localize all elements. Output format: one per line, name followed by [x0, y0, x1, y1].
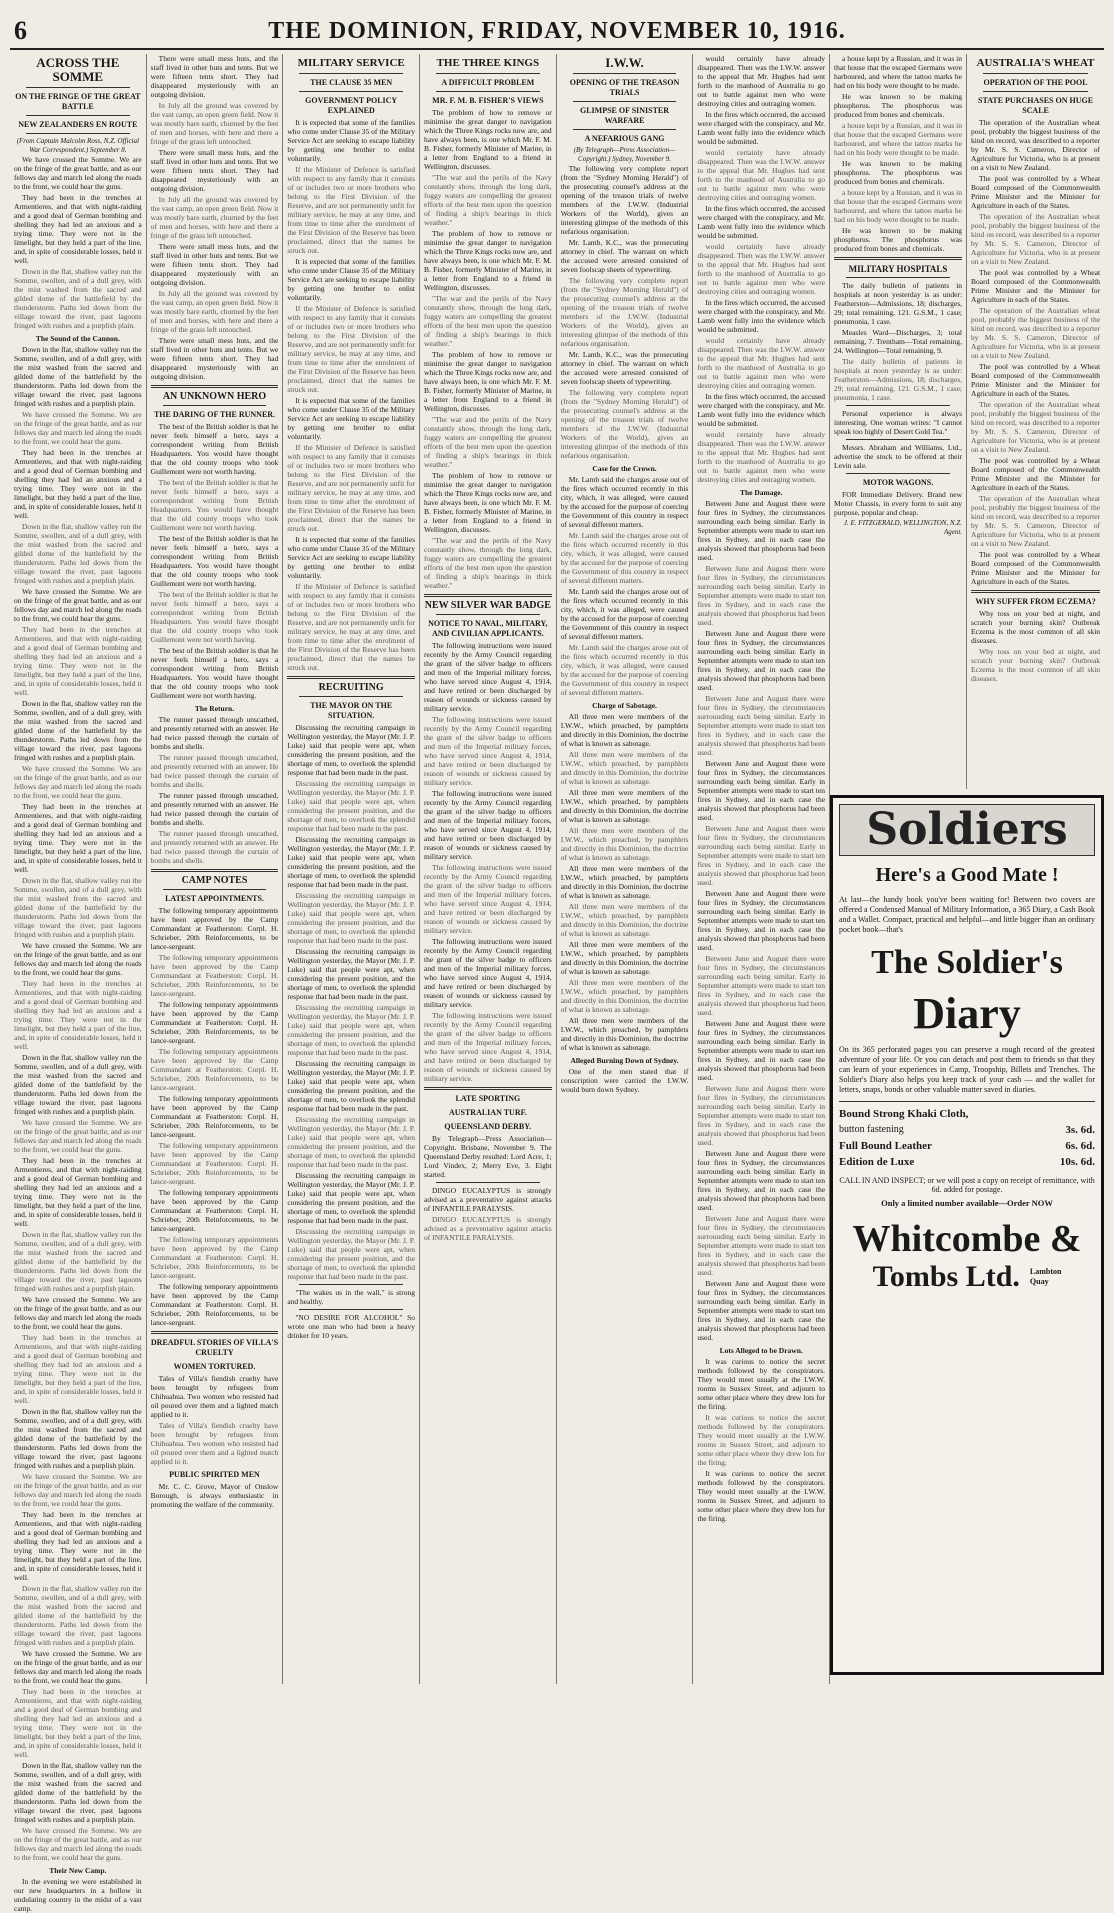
article-paragraph: All three men were members of the I.W.W., which preached, by pamphlets and directly in this Dominion, the doctrine of what is known as sabotage.: [560, 788, 689, 824]
article-paragraph: We have crossed the Somme. We are on the fringe of the great battle, and as our fellows day and march led along the roads to the front, we could hear the guns.: [14, 1472, 142, 1508]
article-paragraph: Messrs. Abraham and Williams, Ltd., advertise the stock to be offered at their Levin sale.: [834, 443, 963, 470]
ad-address-line: Lambton: [1029, 1267, 1062, 1276]
article-paragraph: We have crossed the Somme. We are on the fringe of the great battle, and as our fellows day and march led along the roads to the front, we could hear the guns.: [14, 1295, 142, 1331]
article-paragraph: a house kept by a Russian, and it was in that house that the escaped Germans were harboured, and where the tattoo marks he had on his body were thought to be made.: [834, 188, 963, 224]
ad-price-row: [839, 1156, 1095, 1168]
article-paragraph: Mr. C. C. Grove, Mayor of Onslow Borough, is always enthusiastic in promoting the welfare of the community.: [150, 1482, 279, 1509]
article-headline-camp-notes: CAMP NOTES: [181, 875, 248, 886]
column-1: [10, 54, 147, 1913]
article-paragraph: Down in the flat, shallow valley run the Somme, swollen, and of a dull grey, with the mist washed from the sacred and gilded dome of the battlefield by the thunderstorm. Paths led down from the village toward the river, past lagoons fringed with rushes and a purplish plain.: [14, 345, 142, 408]
divider: [26, 87, 130, 88]
article-paragraph: Between June and August there were four fires in Sydney, the circumstances surrounding each being similar. Early in September attempts were made to start ten fires in Sydney, and in each case the analysis showed that phosphorus had been used.: [697, 629, 826, 692]
article-subhead: A NEFARIOUS GANG: [584, 134, 665, 143]
article-paragraph: By Telegraph—Press Association—Copyright. Brisbane, November 9. The Queensland Derby resulted: Lord Acre, 1; Lord Vindex, 2; Merry Eve, 3. Eight started.: [424, 1134, 552, 1179]
article-paragraph: Down in the flat, shallow valley run the Somme, swollen, and of a dull grey, with the mist washed from the sacred and gilded dome of the battlefield by the thunderstorm. Paths led down from the village toward the river, past lagoons fringed with rushes and a purplish plain.: [14, 1584, 142, 1647]
ad-price-row: [839, 1124, 1095, 1136]
article-paragraph: There were small mess huts, and the staff lived in other huts and tents. But we were fifteen tents short. They had disappeared mysteriously with an outgoing division.: [150, 336, 279, 381]
article-headline-australias-wheat: AUSTRALIA'S WHEAT: [976, 57, 1095, 69]
article-paragraph: The following instructions were issued recently by the Army Council regarding the grant of the silver badge to officers and men of the Imperial military forces, who have served since August 4, 1914, and have retired or been discharged by reason of wounds or sickness caused by military service.: [424, 1011, 552, 1083]
article-paragraph: Between June and August there were four fires in Sydney, the circumstances surrounding each being similar. Early in September attempts were made to start ten fires in Sydney, and in each case the analysis showed that phosphorus had been used.: [697, 1084, 826, 1147]
article-paragraph: "The war and the perils of the Navy constantly show, through the long dark, foggy waters are compelling the greatest efforts of the best men upon the question of finding a ship's bearings in thick weather.": [424, 173, 552, 227]
divider: [424, 594, 552, 597]
article-paragraph: Down in the flat, shallow valley run the Somme, swollen, and of a dull grey, with the mist washed from the sacred and gilded dome of the battlefield by the thunderstorm. Paths led down from the village toward the river, past lagoons fringed with rushes and a purplish plain.: [14, 1230, 142, 1293]
divider: [834, 257, 962, 260]
column-8: [967, 54, 1104, 789]
article-subhead: GLIMPSE OF SINISTER WARFARE: [579, 106, 670, 125]
article-paragraph: We have crossed the Somme. We are on the fringe of the great battle, and as our fellows day and march led along the roads to the front, we could hear the guns.: [14, 410, 142, 446]
article-paragraph: They had been in the trenches at Armentieres, and that with night-raiding and a good deal of German bombing and shelling they had led an anxious and a trying time. They were not in the limelight, but they held a part of the line, and, in spite of considerable losses, held it well.: [14, 1333, 142, 1405]
article-paragraph: a house kept by a Russian, and it was in that house that the escaped Germans were harboured, and where the tattoo marks he had on his body were thought to be made.: [834, 121, 963, 157]
divider: [983, 91, 1088, 92]
article-paragraph: He was known to be making phosphorus. The phosphorus was produced from bones and chemicals.: [834, 159, 963, 186]
divider: [163, 405, 267, 406]
section-subhead: The Damage.: [739, 488, 783, 497]
article-paragraph: Between June and August there were four fires in Sydney, the circumstances surrounding each being similar. Early in September attempts were made to start ten fires in Sydney, and in each case the analysis showed that phosphorus had been used.: [697, 1279, 826, 1342]
page-number: 6: [14, 16, 27, 45]
article-paragraph: The following temporary appointments have been approved by the Camp Commandant at Featherston: Corpl. H. Schrieber, 20th Reinforcements, to be lance-sergeant.: [150, 1235, 279, 1280]
article-paragraph: In July all the ground was covered by the vast camp, an open green field. Now it was mostly bare earth, churned by the feet of men and horses, with here and there a fringe of the grass left untouched.: [150, 289, 279, 334]
divider: [26, 133, 130, 134]
divider: [299, 696, 403, 697]
article-paragraph: The operation of the Australian wheat pool, probably the biggest business of the kind on record, was described to a reporter by Mr. S. S. Cameron, Director of Agriculture for Victoria, who is at present on a visit to New Zealand.: [971, 494, 1101, 548]
article-headline-military-hospitals: MILITARY HOSPITALS: [848, 264, 948, 274]
article-paragraph: In the fires which occurred, the accused were charged with the conspiracy, and Mr. Lamb went fully into the evidence which would be submitted.: [697, 204, 826, 240]
article-paragraph: The best of the British soldier is that he never feels himself a hero, says a correspondent writing from British Headquarters. You would have thought that the old county troops who took Guillemont were not worth having.: [150, 590, 279, 644]
article-paragraph: Mr. Lamb, K.C., was the prosecuting attorney in chief. The warrant on which the accused were arrested consisted of seven foolscap sheets of typewriting.: [560, 238, 689, 274]
column-4: [420, 54, 557, 1684]
article-paragraph: Down in the flat, shallow valley run the Somme, swollen, and of a dull grey, with the mist washed from the sacred and gilded dome of the battlefield by the thunderstorm. Paths led down from the village toward the river, past lagoons fringed with rushes and a purplish plain.: [14, 699, 142, 762]
masthead-title: THE DOMINION, FRIDAY, NOVEMBER 10, 1916.: [268, 18, 846, 44]
article-paragraph: would certainly have already disappeared. Then was the I.W.W. answer to the appeal that Mr. Hughes had sent forth to the manhood of Australia to go out to battle against men who were destroying cities and outraging women.: [697, 336, 826, 390]
article-subhead: A DIFFICULT PROBLEM: [441, 78, 535, 87]
article-paragraph: In the fires which occurred, the accused were charged with the conspiracy, and Mr. Lamb went fully into the evidence which would be submitted.: [697, 298, 826, 334]
article-paragraph: Between June and August there were four fires in Sydney, the circumstances surrounding each being similar. Early in September attempts were made to start ten fires in Sydney, and in each case the analysis showed that phosphorus had been used.: [697, 824, 826, 887]
article-paragraph: would certainly have already disappeared. Then was the I.W.W. answer to the appeal that Mr. Hughes had sent forth to the manhood of Australia to go out to battle against men who were destroying cities and outraging women.: [697, 54, 826, 108]
article-paragraph: They had been in the trenches at Armentieres, and that with night-raiding and a good deal of German bombing and shelling they had led an anxious and a trying time. They were not in the limelight, but they held a part of the line, and, in spite of considerable losses, held it well.: [14, 979, 142, 1051]
divider: [846, 277, 950, 278]
article-paragraph: The daily bulletin of patients in hospitals at noon yesterday is as under: Featherston—Admissions, 18; discharges, 29; total remaining, 121. G.S.M., 1 case; pneumonia, 1 case.: [834, 281, 963, 326]
article-subhead: THE DARING OF THE RUNNER.: [153, 410, 276, 419]
divider: [151, 385, 279, 388]
article-subhead: THE CLAUSE 35 MEN: [310, 78, 393, 87]
divider: [287, 676, 415, 679]
advertisement-paragraph: Personal experience is always interesting. One woman writes: "I cannot speak too highly of Desert Gold Tea.": [834, 409, 963, 436]
ad-tagline: Here's a Good Mate !: [875, 864, 1059, 886]
article-paragraph: Between June and August there were four fires in Sydney, the circumstances surrounding each being similar. Early in September attempts were made to start ten fires in Sydney, and in each case the analysis showed that phosphorus had been used.: [697, 954, 826, 1017]
article-paragraph: Mr. Lamb said the charges arose out of the fires which occurred recently in this city, which, it was alleged, were caused by the accused for the purpose of coercing the Government of this country in respect of several different matters.: [560, 531, 689, 585]
article-paragraph: The following temporary appointments have been approved by the Camp Commandant at Featherston: Corpl. H. Schrieber, 20th Reinforcements, to be lance-sergeant.: [150, 1141, 279, 1186]
divider: [436, 73, 540, 74]
article-paragraph: The following temporary appointments have been approved by the Camp Commandant at Featherston: Corpl. H. Schrieber, 20th Reinforcements, to be lance-sergeant.: [150, 1047, 279, 1092]
article-subhead: AUSTRALIAN TURF.: [448, 1108, 527, 1117]
column-6: [693, 54, 830, 1684]
article-paragraph: Down in the flat, shallow valley run the Somme, swollen, and of a dull grey, with the mist washed from the sacred and gilded dome of the battlefield by the thunderstorm. Paths led down from the village toward the river, past lagoons fringed with rushes and a purplish plain.: [14, 522, 142, 585]
article-paragraph: The following instructions were issued recently by the Army Council regarding the grant of the silver badge to officers and men of the Imperial military forces, who have served since August 4, 1914, and have retired or been discharged by reason of wounds or sickness caused by military service.: [424, 715, 552, 787]
ad-option-label: Edition de Luxe: [839, 1156, 915, 1168]
article-paragraph: The operation of the Australian wheat pool, probably the biggest business of the kind on record, was described to a reporter by Mr. S. S. Cameron, Director of Agriculture for Victoria, who is at present on a visit to New Zealand.: [971, 306, 1101, 360]
divider: [573, 73, 677, 74]
article-paragraph: The best of the British soldier is that he never feels himself a hero, says a correspondent writing from British Headquarters. You would have thought that the old county troops who took Guillemont were not worth having.: [150, 478, 279, 532]
article-paragraph: The runner passed through unscathed, and presently returned with an answer. He had twice passed through the curtain of bombs and shells.: [150, 791, 279, 827]
article-paragraph: The following instructions were issued recently by the Army Council regarding the grant of the silver badge to officers and men of the Imperial military forces, who have served since August 4, 1914, and have retired or been discharged by reason of wounds or sickness caused by military service.: [424, 863, 552, 935]
article-subhead: NEW ZEALANDERS EN ROUTE: [18, 120, 138, 129]
divider: [846, 405, 950, 406]
divider: [299, 1309, 403, 1310]
article-subhead: OPERATION OF THE POOL: [983, 78, 1088, 87]
divider: [846, 439, 950, 440]
article-headline-military-service: MILITARY SERVICE: [297, 57, 405, 69]
article-paragraph: Discussing the recruiting campaign in Wellington yesterday, the Mayor (Mr. J. P. Luke) said that people were apt, when considering the present position, and the shortage of men, to overlook the splendid response that had been made in the past.: [287, 1115, 416, 1169]
column-7: [830, 54, 967, 789]
article-paragraph: It is expected that some of the families who come under Clause 35 of the Military Service Act are seeking to escape liability by getting one brother to enlist voluntarily.: [287, 257, 416, 302]
article-paragraph: In the fires which occurred, the accused were charged with the conspiracy, and Mr. Lamb went fully into the evidence which would be submitted.: [697, 392, 826, 428]
column-5: [557, 54, 694, 1684]
article-paragraph: Between June and August there were four fires in Sydney, the circumstances surrounding each being similar. Early in September attempts were made to start ten fires in Sydney, and in each case the analysis showed that phosphorus had been used.: [697, 1149, 826, 1212]
divider: [573, 129, 677, 130]
article-paragraph: There were small mess huts, and the staff lived in other huts and tents. But we were fifteen tents short. They had disappeared mysteriously with an outgoing division.: [150, 148, 279, 193]
article-paragraph: Down in the flat, shallow valley run the Somme, swollen, and of a dull grey, with the mist washed from the sacred and gilded dome of the battlefield by the thunderstorm. Paths led down from the village toward the river, past lagoons fringed with rushes and a purplish plain.: [14, 1407, 142, 1470]
article-paragraph: All three men were members of the I.W.W., which preached, by pamphlets and directly in this Dominion, the doctrine of what is known as sabotage.: [560, 902, 689, 938]
article-paragraph: Discussing the recruiting campaign in Wellington yesterday, the Mayor (Mr. J. P. Luke) said that people were apt, when considering the present position, and the shortage of men, to overlook the splendid response that had been made in the past.: [287, 779, 416, 833]
article-headline-silver-badge: NEW SILVER WAR BADGE: [424, 600, 551, 611]
article-paragraph: The daily bulletin of patients in hospitals at noon yesterday is as under: Featherston—Admissions, 18; discharges, 29; total remaining, 121. G.S.M., 1 case; pneumonia, 1 case.: [834, 357, 963, 402]
article-paragraph: a house kept by a Russian, and it was in that house that the escaped Germans were harboured, and where the tattoo marks he had on his body were thought to be made.: [834, 54, 963, 90]
article-paragraph: We have crossed the Somme. We are on the fringe of the great battle, and as our fellows day and march led along the roads to the front, we could hear the guns.: [14, 1118, 142, 1154]
article-paragraph: Down in the flat, shallow valley run the Somme, swollen, and of a dull grey, with the mist washed from the sacred and gilded dome of the battlefield by the thunderstorm. Paths led down from the village toward the river, past lagoons fringed with rushes and a purplish plain.: [14, 1053, 142, 1116]
masthead: [10, 8, 1104, 50]
article-headline-somme: ACROSS THE SOMME: [36, 55, 120, 84]
ad-product-title: The Soldier's: [871, 944, 1063, 981]
article-paragraph: They had been in the trenches at Armentieres, and that with night-raiding and a good deal of German bombing and shelling they had led an anxious and a trying time. They were not in the limelight, but they held a part of the line, and, in spite of considerable losses, held it well.: [14, 1687, 142, 1759]
article-headline-iww: I.W.W.: [605, 55, 644, 70]
ad-option-sub: button fastening: [839, 1124, 904, 1135]
article-paragraph: The operation of the Australian wheat pool, probably the biggest business of the kind on record, was described to a reporter by Mr. S. S. Cameron, Director of Agriculture for Victoria, who is at present on a visit to New Zealand.: [971, 400, 1101, 454]
divider: [299, 91, 403, 92]
article-paragraph: The pool was controlled by a Wheat Board composed of the Commonwealth Prime Minister and the Minister for Agriculture in each of the States.: [971, 174, 1101, 210]
article-paragraph: Down in the flat, shallow valley run the Somme, swollen, and of a dull grey, with the mist washed from the sacred and gilded dome of the battlefield by the thunderstorm. Paths led down from the village toward the river, past lagoons fringed with rushes and a purplish plain.: [14, 267, 142, 330]
article-paragraph: The best of the British soldier is that he never feels himself a hero, says a correspondent writing from British Headquarters. You would have thought that the old county troops who took Guillemont were not worth having.: [150, 422, 279, 476]
article-paragraph: All three men were members of the I.W.W., which preached, by pamphlets and directly in this Dominion, the doctrine of what is known as sabotage.: [560, 712, 689, 748]
article-paragraph: The following temporary appointments have been approved by the Camp Commandant at Featherston: Corpl. H. Schrieber, 20th Reinforcements, to be lance-sergeant.: [150, 1094, 279, 1139]
ad-headline: Soldiers: [839, 804, 1095, 856]
article-paragraph: There were small mess huts, and the staff lived in other huts and tents. But we were fifteen tents short. They had disappeared mysteriously with an outgoing division.: [150, 242, 279, 287]
article-paragraph: Mr. Lamb, K.C., was the prosecuting attorney in chief. The warrant on which the accused were arrested consisted of seven foolscap sheets of typewriting.: [560, 350, 689, 386]
section-subhead: Alleged Burning Down of Sydney.: [570, 1056, 679, 1065]
article-subhead: STATE PURCHASES ON HUGE SCALE: [978, 96, 1094, 115]
article-paragraph: There were small mess huts, and the staff lived in other huts and tents. But we were fifteen tents short. They had disappeared mysteriously with an outgoing division.: [150, 54, 279, 99]
section-subhead: The Sound of the Cannon.: [35, 334, 120, 343]
article-paragraph: Discussing the recruiting campaign in Wellington yesterday, the Mayor (Mr. J. P. Luke) said that people were apt, when considering the present position, and the shortage of men, to overlook the splendid response that had been made in the past.: [287, 947, 416, 1001]
article-paragraph: The problem of how to remove or minimise the great danger to navigation which the Three Kings rocks now are, and have always been, is one which Mr. F. M. B. Fisher, formerly Minister of Marine, in a letter from England to a friend in Wellington, discusses.: [424, 229, 552, 292]
divider: [573, 101, 677, 102]
article-headline-recruiting: RECRUITING: [318, 682, 384, 693]
article-subhead: ON THE FRINGE OF THE GREAT BATTLE: [15, 92, 141, 111]
article-paragraph: Discussing the recruiting campaign in Wellington yesterday, the Mayor (Mr. J. P. Luke) said that people were apt, when considering the present position, and the shortage of men, to overlook the splendid response that had been made in the past.: [287, 1171, 416, 1225]
article-paragraph: We have crossed the Somme. We are on the fringe of the great battle, and as our fellows day and march led along the roads to the front, we could hear the guns.: [14, 587, 142, 623]
ad-maker-name: Whitcombe &: [852, 1218, 1082, 1260]
right-top: [830, 54, 1104, 789]
article-headline-public-spirited: PUBLIC SPIRITED MEN: [169, 1470, 260, 1479]
article-paragraph: If the Minister of Defence is satisfied with respect to any family that it consists of or includes two or more brothers who belong to the First Division of the Reserve, and are not permanently unfit for military service, he may at any time, and from time to time after the enrolment of the First Division of the Reserve has been proclaimed, direct that the names be struck out.: [287, 582, 416, 672]
advertisement-paragraph: "The wakes us in the wall," is strong and healthy.: [287, 1288, 416, 1306]
article-paragraph: They had been in the trenches at Armentieres, and that with night-raiding and a good deal of German bombing and shelling they had led an anxious and a trying time. They were not in the limelight, but they held a part of the line, and, in spite of considerable losses, held it well.: [14, 802, 142, 874]
article-paragraph: The following very complete report (from the "Sydney Morning Herald") of the prosecuting counsel's address at the opening of the treason trials of twelve members of the I.W.W. (Industrial Workers of the World), gives an interesting glimpse of the methods of this nefarious organisation.: [560, 276, 689, 348]
article-paragraph: The pool was controlled by a Wheat Board composed of the Commonwealth Prime Minister and the Minister for Agriculture in each of the States.: [971, 268, 1101, 304]
advertisement-paragraph: Why toss on your bed at night, and scratch your burning skin? Outbreak Eczema is the most common of all skin diseases.: [971, 609, 1101, 645]
ad-limited-notice: Only a limited number available—Order NOW: [881, 1198, 1053, 1208]
article-headline-three-kings: THE THREE KINGS: [436, 57, 540, 69]
article-paragraph: Between June and August there were four fires in Sydney, the circumstances surrounding each being similar. Early in September attempts were made to start ten fires in Sydney, and in each case the analysis showed that phosphorus had been used.: [697, 694, 826, 757]
article-paragraph: The following very complete report (from the "Sydney Morning Herald") of the prosecuting counsel's address at the opening of the treason trials of twelve members of the I.W.W. (Industrial Workers of the World), gives an interesting glimpse of the methods of this nefarious organisation.: [560, 164, 689, 236]
article-paragraph: The pool was controlled by a Wheat Board composed of the Commonwealth Prime Minister and the Minister for Agriculture in each of the States.: [971, 550, 1101, 586]
article-paragraph: They had been in the trenches at Armentieres, and that with night-raiding and a good deal of German bombing and shelling they had led an anxious and a trying time. They were not in the limelight, but they held a part of the line, and, in spite of considerable losses, held it well.: [14, 625, 142, 697]
article-subhead: GOVERNMENT POLICY EXPLAINED: [305, 96, 398, 115]
ad-option-label: Full Bound Leather: [839, 1140, 932, 1152]
article-paragraph: The following temporary appointments have been approved by the Camp Commandant at Featherston: Corpl. H. Schrieber, 20th Reinforcements, to be lance-sergeant.: [150, 1000, 279, 1045]
article-paragraph: It was curious to notice the secret methods followed by the conspirators. They would meet usually at the I.W.W. rooms in Sussex Street, and adjourn to some other place where they drew lots for the firing.: [697, 1469, 826, 1523]
article-paragraph: The runner passed through unscathed, and presently returned with an answer. He had twice passed through the curtain of bombs and shells.: [150, 829, 279, 865]
article-paragraph: Discussing the recruiting campaign in Wellington yesterday, the Mayor (Mr. J. P. Luke) said that people were apt, when considering the present position, and the shortage of men, to overlook the splendid response that had been made in the past.: [287, 835, 416, 889]
article-paragraph: The following temporary appointments have been approved by the Camp Commandant at Featherston: Corpl. H. Schrieber, 20th Reinforcements, to be lance-sergeant.: [150, 953, 279, 998]
article-subhead: NOTICE TO NAVAL, MILITARY, AND CIVILIAN APPLICANTS.: [428, 619, 548, 638]
article-paragraph: Between June and August there were four fires in Sydney, the circumstances surrounding each being similar. Early in September attempts were made to start ten fires in Sydney, and in each case the analysis showed that phosphorus had been used.: [697, 499, 826, 562]
advertiser-signature: J. E. FITZGERALD, WELLINGTON, N.Z. Agent.: [843, 519, 963, 536]
right-section: [830, 54, 1104, 1684]
article-paragraph: Discussing the recruiting campaign in Wellington yesterday, the Mayor (Mr. J. P. Luke) said that people were apt, when considering the present position, and the shortage of men, to overlook the splendid response that had been made in the past.: [287, 1059, 416, 1113]
divider: [26, 115, 130, 116]
article-paragraph: All three men were members of the I.W.W., which preached, by pamphlets and directly in this Dominion, the doctrine of what is known as sabotage.: [560, 1016, 689, 1052]
article-paragraph: The following very complete report (from the "Sydney Morning Herald") of the prosecuting counsel's address at the opening of the treason trials of twelve members of the I.W.W. (Industrial Workers of the World), gives an interesting glimpse of the methods of this nefarious organisation.: [560, 388, 689, 460]
article-paragraph: In July all the ground was covered by the vast camp, an open green field. Now it was mostly bare earth, churned by the feet of men and horses, with here and there a fringe of the grass left untouched.: [150, 195, 279, 240]
divider: [436, 1182, 540, 1183]
advertisement-paragraph: "NO DESIRE FOR ALCOHOL" So wrote one man who had been a heavy drinker for 10 years.: [287, 1313, 416, 1340]
article-paragraph: Down in the flat, shallow valley run the Somme, swollen, and of a dull grey, with the mist washed from the sacred and gilded dome of the battlefield by the thunderstorm. Paths led down from the village toward the river, past lagoons fringed with rushes and a purplish plain.: [14, 876, 142, 939]
article-paragraph: We have crossed the Somme. We are on the fringe of the great battle, and as our fellows day and march led along the roads to the front, we could hear the guns.: [14, 155, 142, 191]
article-paragraph: Down in the flat, shallow valley run the Somme, swollen, and of a dull grey, with the mist washed from the sacred and gilded dome of the battlefield by the thunderstorm. Paths led down from the village toward the river, past lagoons fringed with rushes and a purplish plain.: [14, 1761, 142, 1824]
divider: [151, 1331, 279, 1334]
advertisement-paragraph: DINGO EUCALYPTUS is strongly advised as a preventative against attacks of INFANTILE PARALYSIS.: [424, 1186, 552, 1213]
divider: [436, 91, 540, 92]
divider: [299, 1284, 403, 1285]
advertisement-headline-eczema: WHY SUFFER FROM ECZEMA?: [975, 597, 1096, 606]
article-paragraph: Mr. Lamb said the charges arose out of the fires which occurred recently in this city, which, it was alleged, were caused by the accused for the purpose of coercing the Government of this country in respect of several different matters.: [560, 475, 689, 529]
article-paragraph: All three men were members of the I.W.W., which preached, by pamphlets and directly in this Dominion, the doctrine of what is known as sabotage.: [560, 978, 689, 1014]
section-subhead: Their New Camp.: [49, 1866, 107, 1875]
article-headline-late-sporting: LATE SPORTING: [455, 1094, 521, 1103]
article-paragraph: All three men were members of the I.W.W., which preached, by pamphlets and directly in this Dominion, the doctrine of what is known as sabotage.: [560, 826, 689, 862]
article-paragraph: In July all the ground was covered by the vast camp, an open green field. Now it was mostly bare earth, churned by the feet of men and horses, with here and there a fringe of the grass left untouched.: [150, 101, 279, 146]
advertisement-paragraph: FOR Immediate Delivery. Brand new Motor Chassis, in every form to suit any purpose, popular and cheap.: [834, 490, 963, 517]
article-paragraph: Discussing the recruiting campaign in Wellington yesterday, the Mayor (Mr. J. P. Luke) said that people were apt, when considering the present position, and the shortage of men, to overlook the splendid response that had been made in the past.: [287, 1003, 416, 1057]
ad-call-to-action: CALL IN AND INSPECT; or we will post a copy on receipt of remittance, with 6d. added for postage.: [839, 1176, 1095, 1194]
divider: [151, 869, 279, 872]
article-paragraph: He was known to be making phosphorus. The phosphorus was produced from bones and chemicals.: [834, 226, 963, 253]
article-paragraph: It is expected that some of the families who come under Clause 35 of the Military Service Act are seeking to escape liability by getting one brother to enlist voluntarily.: [287, 118, 416, 163]
article-paragraph: would certainly have already disappeared. Then was the I.W.W. answer to the appeal that Mr. Hughes had sent forth to the manhood of Australia to go out to battle against men who were destroying cities and outraging women.: [697, 242, 826, 296]
divider: [971, 590, 1100, 593]
article-paragraph: Between June and August there were four fires in Sydney, the circumstances surrounding each being similar. Early in September attempts were made to start ten fires in Sydney, and in each case the analysis showed that phosphorus had been used.: [697, 564, 826, 627]
article-subhead: WOMEN TORTURED.: [173, 1362, 256, 1371]
article-paragraph: The operation of the Australian wheat pool, probably the biggest business of the kind on record, was described to a reporter by Mr. S. S. Cameron, Director of Agriculture for Victoria, who is at present on a visit to New Zealand.: [971, 212, 1101, 266]
article-paragraph: The runner passed through unscathed, and presently returned with an answer. He had twice passed through the curtain of bombs and shells.: [150, 753, 279, 789]
divider: [299, 73, 403, 74]
article-paragraph: They had been in the trenches at Armentieres, and that with night-raiding and a good deal of German bombing and shelling they had led an anxious and a trying time. They were not in the limelight, but they held a part of the line, and, in spite of considerable losses, held it well.: [14, 448, 142, 520]
article-headline-unknown-hero: AN UNKNOWN HERO: [162, 391, 267, 402]
article-paragraph: "The war and the perils of the Navy constantly show, through the long dark, foggy waters are compelling the greatest efforts of the best men upon the question of finding a ship's bearings in thick weather.": [424, 536, 552, 590]
byline: (From Captain Malcolm Ross, N.Z. Official War Correspondent.) September 8.: [16, 137, 139, 154]
article-paragraph: The best of the British soldier is that he never feels himself a hero, says a correspondent writing from British Headquarters. You would have thought that the old county troops who took Guillemont were not worth having.: [150, 646, 279, 700]
article-paragraph: Tales of Villa's fiendish cruelty have been brought by refugees from Chihuahua. Two women who resisted had oil poured over them and a lighted match applied to it.: [150, 1374, 279, 1419]
ad-option-price: 3s. 6d.: [1065, 1124, 1096, 1136]
divider: [839, 1101, 1095, 1102]
ad-option-price: 6s. 6d.: [1065, 1140, 1096, 1152]
article-paragraph: The following instructions were issued recently by the Army Council regarding the grant of the silver badge to officers and men of the Imperial military forces, who have served since August 4, 1914, and have retired or been discharged by reason of wounds or sickness caused by military service.: [424, 789, 552, 861]
advertisement-paragraph: Why toss on your bed at night, and scratch your burning skin? Outbreak Eczema is the most common of all skin diseases.: [971, 647, 1101, 683]
ad-price-row: [839, 1140, 1095, 1152]
section-subhead: Charge of Sabotage.: [592, 701, 657, 710]
article-paragraph: The following instructions were issued recently by the Army Council regarding the grant of the silver badge to officers and men of the Imperial military forces, who have served since August 4, 1914, and have retired or been discharged by reason of wounds or sickness caused by military service.: [424, 641, 552, 713]
article-subhead: QUEENSLAND DERBY.: [444, 1122, 532, 1131]
ad-address-line: Quay: [1029, 1277, 1049, 1286]
article-paragraph: The runner passed through unscathed, and presently returned with an answer. He had twice passed through the curtain of bombs and shells.: [150, 715, 279, 751]
article-paragraph: Tales of Villa's fiendish cruelty have been brought by refugees from Chihuahua. Two women who resisted had oil poured over them and a lighted match applied to it.: [150, 1421, 279, 1466]
article-paragraph: The following instructions were issued recently by the Army Council regarding the grant of the silver badge to officers and men of the Imperial military forces, who have served since August 4, 1914, and have retired or been discharged by reason of wounds or sickness caused by military service.: [424, 937, 552, 1009]
article-paragraph: All three men were members of the I.W.W., which preached, by pamphlets and directly in this Dominion, the doctrine of what is known as sabotage.: [560, 940, 689, 976]
divider: [436, 614, 540, 615]
article-paragraph: If the Minister of Defence is satisfied with respect to any family that it consists of or includes two or more brothers who belong to the First Division of the Reserve, and are not permanently unfit for military service, he may at any time, and from time to time after the enrolment of the First Division of the Reserve has been proclaimed, direct that the names be struck out.: [287, 304, 416, 394]
section-subhead: Case for the Crown.: [592, 464, 657, 473]
divider: [163, 889, 267, 890]
article-paragraph: The following temporary appointments have been approved by the Camp Commandant at Featherston: Corpl. H. Schrieber, 20th Reinforcements, to be lance-sergeant.: [150, 1188, 279, 1233]
article-paragraph: In the fires which occurred, the accused were charged with the conspiracy, and Mr. Lamb went fully into the evidence which would be submitted.: [697, 110, 826, 146]
article-paragraph: would certainly have already disappeared. Then was the I.W.W. answer to the appeal that Mr. Hughes had sent forth to the manhood of Australia to go out to battle against men who were destroying cities and outraging women.: [697, 430, 826, 484]
article-paragraph: Between June and August there were four fires in Sydney, the circumstances surrounding each being similar. Early in September attempts were made to start ten fires in Sydney, and in each case the analysis showed that phosphorus had been used.: [697, 889, 826, 952]
article-paragraph: Between June and August there were four fires in Sydney, the circumstances surrounding each being similar. Early in September attempts were made to start ten fires in Sydney, and in each case the analysis showed that phosphorus had been used.: [697, 759, 826, 822]
article-subhead: LATEST APPOINTMENTS.: [165, 894, 264, 903]
soldiers-diary-advertisement: [830, 795, 1104, 1675]
section-subhead: Lots Alleged to be Drawn.: [719, 1346, 803, 1355]
ad-maker-line: [839, 1260, 1095, 1294]
article-subhead: MR. F. M. B. FISHER'S VIEWS: [432, 96, 544, 105]
article-paragraph: The problem of how to remove or minimise the great danger to navigation which the Three Kings rocks now are, and have always been, is one which Mr. F. M. B. Fisher, formerly Minister of Marine, in a letter from England to a friend in Wellington, discusses.: [424, 350, 552, 413]
ad-product-title-diary: Diary: [913, 989, 1021, 1038]
column-3: [283, 54, 420, 1684]
article-paragraph: One of the men stated that if conscription were carried the I.W.W. would burn down Sydney.: [560, 1067, 689, 1094]
article-paragraph: It is expected that some of the families who come under Clause 35 of the Military Service Act are seeking to escape liability by getting one brother to enlist voluntarily.: [287, 396, 416, 441]
article-paragraph: Discussing the recruiting campaign in Wellington yesterday, the Mayor (Mr. J. P. Luke) said that people were apt, when considering the present position, and the shortage of men, to overlook the splendid response that had been made in the past.: [287, 1227, 416, 1281]
ad-option-label: Bound Strong Khaki Cloth,: [839, 1108, 969, 1120]
article-paragraph: It was curious to notice the secret methods followed by the conspirators. They would meet usually at the I.W.W. rooms in Sussex Street, and adjourn to some other place where they drew lots for the firing.: [697, 1357, 826, 1411]
article-paragraph: Mr. Lamb said the charges arose out of the fires which occurred recently in this city, which, it was alleged, were caused by the accused for the purpose of coercing the Government of this country in respect of several different matters.: [560, 643, 689, 697]
article-paragraph: If the Minister of Defence is satisfied with respect to any family that it consists of or includes two or more brothers who belong to the First Division of the Reserve, and are not permanently unfit for military service, he may at any time, and from time to time after the enrolment of the First Division of the Reserve has been proclaimed, direct that the names be struck out.: [287, 165, 416, 255]
article-paragraph: The pool was controlled by a Wheat Board composed of the Commonwealth Prime Minister and the Minister for Agriculture in each of the States.: [971, 456, 1101, 492]
article-paragraph: The problem of how to remove or minimise the great danger to navigation which the Three Kings rocks now are, and have always been, is one which Mr. F. M. B. Fisher, formerly Minister of Marine, in a letter from England to a friend in Wellington, discusses.: [424, 108, 552, 171]
article-paragraph: "The war and the perils of the Navy constantly show, through the long dark, foggy waters are compelling the greatest efforts of the best men upon the question of finding a ship's bearings in thick weather.": [424, 415, 552, 469]
article-paragraph: It was curious to notice the secret methods followed by the conspirators. They would meet usually at the I.W.W. rooms in Sussex Street, and adjourn to some other place where they drew lots for the firing.: [697, 1413, 826, 1467]
article-paragraph: We have crossed the Somme. We are on the fringe of the great battle, and as our fellows day and march led along the roads to the front, we could hear the guns.: [14, 764, 142, 800]
article-paragraph: In the evening we were established in our new headquarters in a hollow in undulating country in the midst of a vast camp.: [14, 1877, 142, 1913]
ad-intro: At last—the handy book you've been waiting for! Between two covers are offered a Condensed Manual of Military Information, a 365 Diary, a Cash Book and a Wallet. Compact, practical and helpful—and little bigger than an ordinary pocket book—that's: [839, 895, 1096, 934]
ad-price-row: [839, 1108, 1095, 1120]
article-headline-villa: DREADFUL STORIES OF VILLA'S CRUELTY: [150, 1338, 279, 1357]
article-paragraph: Discussing the recruiting campaign in Wellington yesterday, the Mayor (Mr. J. P. Luke) said that people were apt, when considering the present position, and the shortage of men, to overlook the splendid response that had been made in the past.: [287, 891, 416, 945]
byline: (By Telegraph—Press Association—Copyright.) Sydney, November 9.: [573, 146, 676, 163]
article-paragraph: Between June and August there were four fires in Sydney, the circumstances surrounding each being similar. Early in September attempts were made to start ten fires in Sydney, and in each case the analysis showed that phosphorus had been used.: [697, 1214, 826, 1277]
article-paragraph: If the Minister of Defence is satisfied with respect to any family that it consists of or includes two or more brothers who belong to the First Division of the Reserve, and are not permanently unfit for military service, he may at any time, and from time to time after the enrolment of the First Division of the Reserve has been proclaimed, direct that the names be struck out.: [287, 443, 416, 533]
article-paragraph: All three men were members of the I.W.W., which preached, by pamphlets and directly in this Dominion, the doctrine of what is known as sabotage.: [560, 750, 689, 786]
column-2: [147, 54, 284, 1684]
ad-maker-name-2: Tombs Ltd.: [872, 1260, 1020, 1293]
article-subhead: OPENING OF THE TREASON TRIALS: [569, 78, 680, 97]
article-paragraph: The best of the British soldier is that he never feels himself a hero, says a correspondent writing from British Headquarters. You would have thought that the old county troops who took Guillemont were not worth having.: [150, 534, 279, 588]
article-subhead: THE MAYOR ON THE SITUATION.: [310, 701, 393, 720]
article-paragraph: All three men were members of the I.W.W., which preached, by pamphlets and directly in this Dominion, the doctrine of what is known as sabotage.: [560, 864, 689, 900]
article-paragraph: We have crossed the Somme. We are on the fringe of the great battle, and as our fellows day and march led along the roads to the front, we could hear the guns.: [14, 1649, 142, 1685]
article-paragraph: The following temporary appointments have been approved by the Camp Commandant at Featherston: Corpl. H. Schrieber, 20th Reinforcements, to be lance-sergeant.: [150, 1282, 279, 1327]
article-paragraph: We have crossed the Somme. We are on the fringe of the great battle, and as our fellows day and march led along the roads to the front, we could hear the guns.: [14, 941, 142, 977]
article-paragraph: The pool was controlled by a Wheat Board composed of the Commonwealth Prime Minister and the Minister for Agriculture in each of the States.: [971, 362, 1101, 398]
columns: [10, 54, 1104, 1913]
article-paragraph: The following temporary appointments have been approved by the Camp Commandant at Featherston: Corpl. H. Schrieber, 20th Reinforcements, to be lance-sergeant.: [150, 906, 279, 951]
ad-option-price: 10s. 6d.: [1059, 1156, 1096, 1168]
article-paragraph: The operation of the Australian wheat pool, probably the biggest business of the kind on record, was described to a reporter by Mr. S. S. Cameron, Director of Agriculture for Victoria, who is at present on a visit to New Zealand.: [971, 118, 1101, 172]
article-paragraph: would certainly have already disappeared. Then was the I.W.W. answer to the appeal that Mr. Hughes had sent forth to the manhood of Australia to go out to battle against men who were destroying cities and outraging women.: [697, 148, 826, 202]
ad-description: On its 365 perforated pages you can preserve a rough record of the greatest adventure of your life. Or you can detach and post them to friends so that they can learn of your experiences in Camp, Troopship, Billets and Trenches. The Soldier's Diary also helps you keep track of your cash — and the wallet for letters, snaps, bonds or other valuable matter saved in diaries.: [839, 1045, 1096, 1094]
divider: [983, 73, 1088, 74]
article-paragraph: They had been in the trenches at Armentieres, and that with night-raiding and a good deal of German bombing and shelling they had led an anxious and a trying time. They were not in the limelight, but they held a part of the line, and, in spite of considerable losses, held it well.: [14, 1156, 142, 1228]
article-paragraph: He was known to be making phosphorus. The phosphorus was produced from bones and chemicals.: [834, 92, 963, 119]
advertisement-paragraph: DINGO EUCALYPTUS is strongly advised as a preventative against attacks of INFANTILE PARALYSIS.: [424, 1215, 552, 1242]
article-paragraph: Measles Ward—Discharges, 3; total remaining, 7. Trentham—Total remaining, 24. Wellington—Total remaining, 9.: [834, 328, 963, 355]
advertisement-headline-motor-wagons: MOTOR WAGONS.: [862, 478, 934, 487]
article-paragraph: Mr. Lamb said the charges arose out of the fires which occurred recently in this city, which, it was alleged, were caused by the accused for the purpose of coercing the Government of this country in respect of several different matters.: [560, 587, 689, 641]
article-paragraph: "The war and the perils of the Navy constantly show, through the long dark, foggy waters are compelling the greatest efforts of the best men upon the question of finding a ship's bearings in thick weather.": [424, 294, 552, 348]
divider: [846, 473, 950, 474]
article-paragraph: The problem of how to remove or minimise the great danger to navigation which the Three Kings rocks now are, and have always been, is one which Mr. F. M. B. Fisher, formerly Minister of Marine, in a letter from England to a friend in Wellington, discusses.: [424, 471, 552, 534]
article-paragraph: Discussing the recruiting campaign in Wellington yesterday, the Mayor (Mr. J. P. Luke) said that people were apt, when considering the present position, and the shortage of men, to overlook the splendid response that had been made in the past.: [287, 723, 416, 777]
article-paragraph: It is expected that some of the families who come under Clause 35 of the Military Service Act are seeking to escape liability by getting one brother to enlist voluntarily.: [287, 535, 416, 580]
article-paragraph: They had been in the trenches at Armentieres, and that with night-raiding and a good deal of German bombing and shelling they had led an anxious and a trying time. They were not in the limelight, but they held a part of the line, and, in spite of considerable losses, held it well.: [14, 1510, 142, 1582]
article-paragraph: We have crossed the Somme. We are on the fringe of the great battle, and as our fellows day and march led along the roads to the front, we could hear the guns.: [14, 1826, 142, 1862]
divider: [424, 1087, 552, 1090]
article-paragraph: They had been in the trenches at Armentieres, and that with night-raiding and a good deal of German bombing and shelling they had led an anxious and a trying time. They were not in the limelight, but they held a part of the line, and, in spite of considerable losses, held it well.: [14, 193, 142, 265]
section-subhead: The Return.: [194, 704, 235, 713]
article-paragraph: Between June and August there were four fires in Sydney, the circumstances surrounding each being similar. Early in September attempts were made to start ten fires in Sydney, and in each case the analysis showed that phosphorus had been used.: [697, 1019, 826, 1082]
ad-address: [1030, 1267, 1062, 1287]
